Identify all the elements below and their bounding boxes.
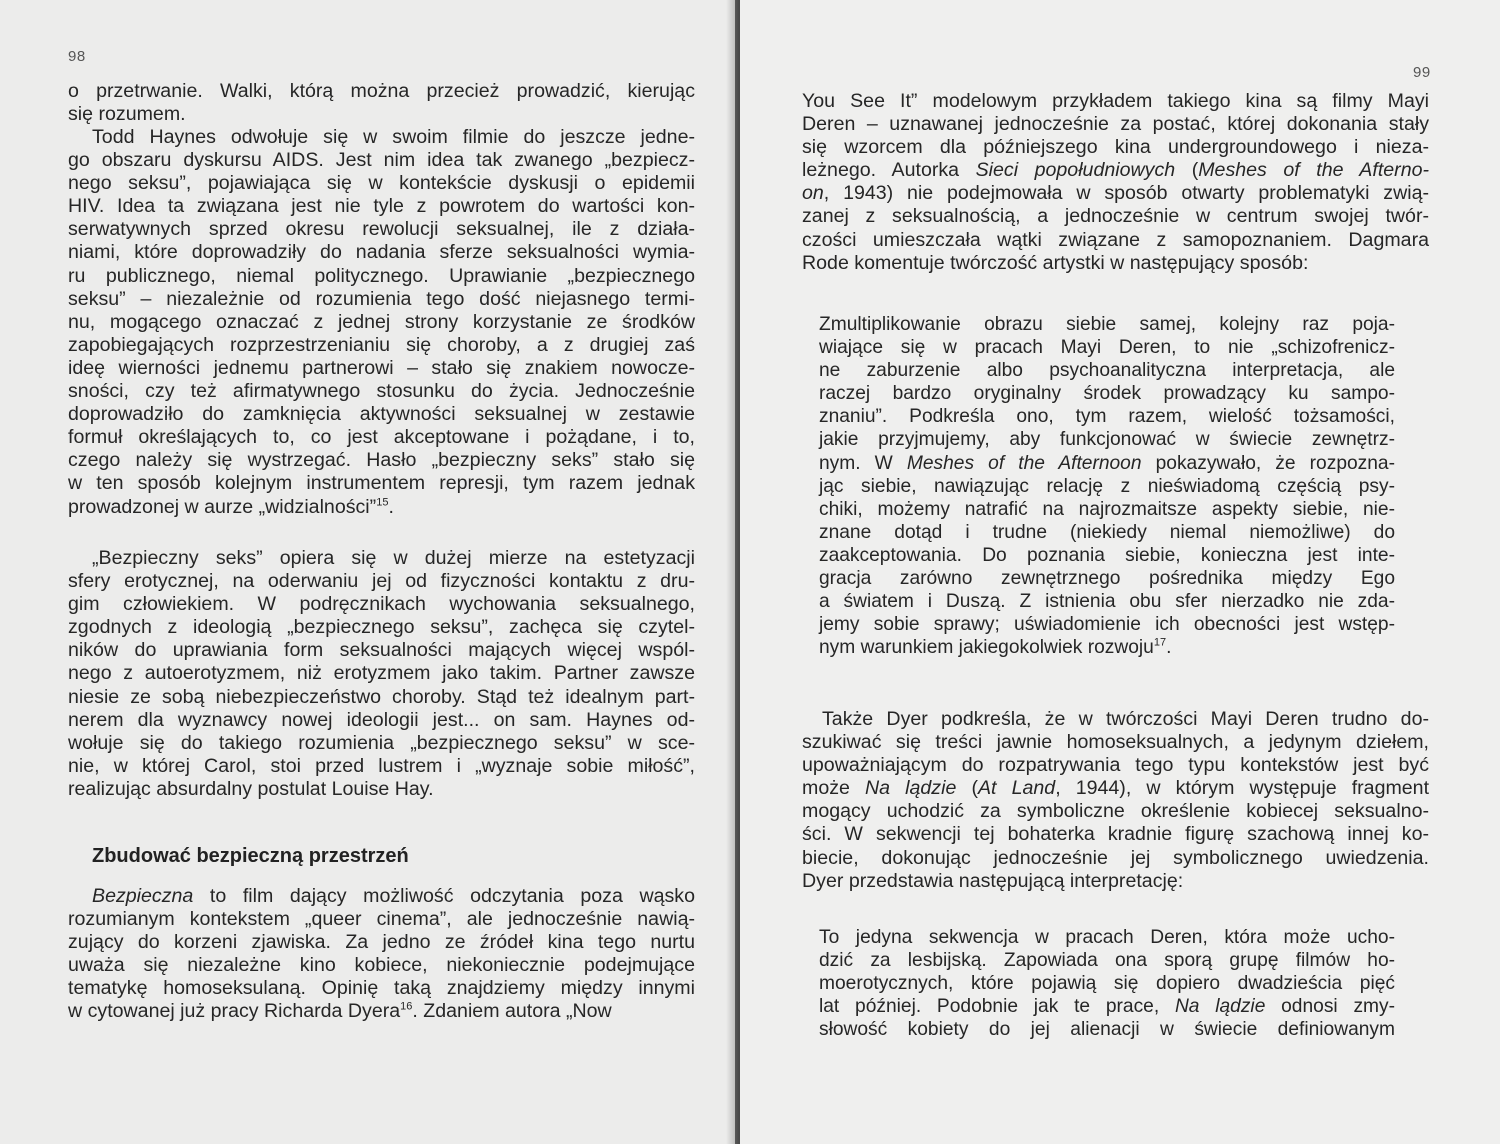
text-line: nego seksu”, pojawiająca się w kontekście dyskusji o epidemii (68, 172, 695, 195)
text-line: chiki, możemy natrafić na najrozmaitsze aspekty siebie, nie- (819, 498, 1395, 520)
paragraph (802, 708, 1429, 893)
page-number: 99 (1413, 64, 1431, 81)
text-line: Także Dyer podkreśla, że w twórczości Mayi Deren trudno do- (822, 708, 1429, 730)
text-line: nego z autoerotyzmem, niż erotyzmem jako takim. Partner zawsze (68, 662, 695, 685)
text-line: You See It” modelowym przykładem takiego kina są filmy Mayi (802, 90, 1429, 112)
text-line: Deren – uznawanej jednocześnie za postać, której dokonania stały (802, 113, 1429, 136)
text-line: zanej z seksualnością, a jednocześnie w centrum swojej twór- (802, 205, 1429, 228)
text-line: tematykę homoseksulaną. Opinię taką znajdziemy między innymi (68, 977, 695, 1000)
text-line: ru publicznego, niemal politycznego. Uprawianie „bezpiecznego (68, 264, 695, 287)
text-line: czego należy się wystrzegać. Hasło „bezpieczny seks” stało się (68, 449, 695, 472)
text-span: , 1943) nie podejmowała w sposób otwarty problematyki zwią- (823, 182, 1429, 205)
text-line: HIV. Idea ta związana jest nie tyle z powrotem do wartości kon- (68, 195, 695, 218)
text-line (819, 452, 1395, 475)
text-line: jakie przyjmujemy, aby funkcjonować w świecie zewnętrz- (819, 429, 1395, 451)
text-line: moerotycznych, które pojawią się dopiero dwadzieścia pięć (819, 973, 1395, 995)
text-line: ideę wierności jednemu partnerowi – stało się znakiem nowocze- (68, 356, 695, 379)
text-line: o przetrwanie. Walki, którą można przecież prowadzić, kierując (68, 80, 695, 102)
text-line: gim człowiekiem. W podręcznikach wychowania seksualnego, (68, 593, 695, 616)
text-span: to film dający możliwość odczytania poza wąsko (193, 885, 695, 907)
text-line: sfery erotycznej, na oderwaniu jej od fizyczności kontaktu z dru- (68, 570, 695, 593)
text-line: się rozumem. (68, 103, 186, 126)
paragraph (68, 547, 695, 801)
text-span: ( (956, 777, 978, 800)
block-quote (819, 926, 1395, 1041)
text-line: niesie ze sobą niebezpieczeństwo choroby. Stąd też idealnym part- (68, 685, 695, 708)
text-line: wiające się w pracach Mayi Deren, to nie „schizofrenicz- (819, 337, 1395, 359)
text-line: słowość kobiety do jej alienacji w świecie definiowanym (819, 1019, 1395, 1041)
film-title: Meshes of the Afterno- (1198, 159, 1430, 182)
film-title: on (802, 182, 824, 205)
text-line: rozumianym kontekstem „queer cinema”, ale jednocześnie nawią- (68, 908, 695, 931)
text-line: znaniu”. Podkreśla ono, tym razem, wielość tożsamości, (819, 406, 1395, 428)
text-line: formuł określających to, co jest akceptowane i pożądane, i to, (68, 426, 695, 449)
film-title: Meshes of the Afternoon (906, 452, 1142, 474)
right-page (740, 0, 1500, 1144)
section-heading: Zbudować bezpieczną przestrzeń (92, 845, 409, 867)
text-line: ne zaburzenie albo psychoanalityczna interpretacja, ale (819, 360, 1395, 382)
paragraph (68, 885, 695, 1024)
text-line: zujący do korzeni zjawiska. Za jedno ze źródeł kina tego nurtu (68, 931, 695, 954)
text-line: To jedyna sekwencja w pracach Deren, która może ucho- (819, 927, 1395, 948)
text-line: Zmultiplikowanie obrazu siebie samej, kolejny raz poja- (819, 314, 1395, 335)
text-line: zapobiegających rozprzestrzenianiu się choroby, a z drugiej zaś (68, 333, 695, 356)
text-line: ści. W sekwencji tej bohaterka kradnie figurę szachową innej ko- (802, 823, 1429, 846)
footnote-ref[interactable]: 17 (1153, 636, 1167, 649)
film-title: At Land (977, 777, 1056, 800)
text-line: realizując absurdalny postulat Louise Hay. (68, 777, 434, 800)
text-line: Todd Haynes odwołuje się w swoim filmie do jeszcze jedne- (92, 126, 695, 148)
footnote-ref[interactable]: 16 (400, 1000, 413, 1013)
text-span: . Zdaniem autora „Now (412, 1000, 612, 1023)
text-line: uważa się niezależne kino kobiece, niekoniecznie podejmujące (68, 954, 695, 977)
text-line: a światem i Duszą. Z istnienia obu sfer nierzadko nie zda- (819, 591, 1395, 613)
text-span: nym warunkiem jakiegokolwiek rozwoju (819, 637, 1154, 659)
text-line: w ten sposób kolejnym instrumentem represji, tym razem jednak (68, 472, 695, 495)
text-span: pokazywało, że rozpozna- (1141, 452, 1395, 474)
text-line: znane dotąd i trudne (niekiedy niemal niemożliwe) do (819, 521, 1395, 543)
text-line (68, 885, 695, 908)
text-span: ( (1175, 159, 1199, 182)
text-line: jemy sobie sprawy; uświadomienie ich obecności jest wstęp- (819, 614, 1395, 636)
text-line: zgodnych z ideologią „bezpiecznego seksu”, zachęca się czytel- (68, 616, 695, 639)
text-span: . (1166, 637, 1172, 659)
text-line: Rode komentuje twórczość artystki w następujący sposób: (802, 251, 1309, 274)
left-page (0, 0, 735, 1144)
text-line: jąc siebie, nawiązując relację z nieświadomą częścią psy- (819, 475, 1395, 497)
text-span: . (388, 495, 394, 518)
text-line (802, 182, 1429, 205)
text-line: mogący uchodzić za symboliczne określenie kobiecej seksualno- (802, 800, 1429, 823)
text-line (819, 995, 1395, 1018)
text-span: , 1944), w którym występuje fragment (1055, 777, 1430, 800)
footnote-ref[interactable]: 15 (376, 495, 389, 508)
text-line: raczej bardzo oryginalny środek prowadzący ku sampo- (819, 383, 1395, 405)
text-line: się wzorcem dla późniejszego kina undergroundowego i nieza- (802, 136, 1429, 159)
text-line: nu, mogącego oznaczać z jednej strony korzystanie ze środków (68, 310, 695, 333)
text-span: może (802, 777, 866, 800)
text-line: gracja zarówno zewnętrznego pośrednika między Ego (819, 568, 1395, 590)
text-line (802, 159, 1429, 182)
text-span: w cytowanej już pracy Richarda Dyera (68, 1000, 401, 1023)
text-line: biecie, dokonując jednocześnie jej symbolicznego uwiedzenia. (802, 846, 1429, 869)
text-line (68, 496, 695, 519)
film-title: Na lądzie (865, 777, 957, 800)
text-line: ników do uprawiania form seksualności mających więcej wspól- (68, 639, 695, 662)
film-title: Na lądzie (1174, 996, 1266, 1018)
block-quote (819, 313, 1395, 659)
text-line: nie, w której Carol, stoi przed lustrem i „wyznaje sobie miłość”, (68, 754, 695, 777)
text-line: doprowadziło do zamknięcia aktywności seksualnej w zestawie (68, 403, 695, 426)
text-line (802, 777, 1429, 800)
film-title: Bezpieczna (92, 885, 194, 907)
text-span: leżnego. Autorka (802, 159, 976, 182)
text-line: zaakceptowania. Do poznania siebie, konieczna jest inte- (819, 544, 1395, 566)
text-line: dzić za lesbijską. Zapowiada ona sporą grupę filmów ho- (819, 950, 1395, 972)
text-line: szukiwać się treści jawnie homoseksualnych, a jedynym dziełem, (802, 731, 1429, 754)
text-line: niami, które doprowadziły do nadania sferze seksualności wymia- (68, 241, 695, 264)
page-number: 98 (68, 48, 86, 65)
text-line: „Bezpieczny seks” opiera się w dużej mierze na estetyzacji (92, 547, 695, 569)
text-line: seksu” – niezależnie od rozumienia tego dość niejasnego termi- (68, 287, 695, 310)
text-span: prowadzonej w aurze „widzialności” (68, 495, 377, 518)
text-span: nym. W (819, 452, 907, 474)
paragraph (68, 126, 695, 519)
text-line: go obszaru dyskursu AIDS. Jest nim idea tak zwanego „bezpiecz- (68, 149, 695, 172)
text-line (819, 636, 1395, 659)
text-line: wołuje się do takiego rozumienia „bezpiecznego seksu” w sce- (68, 731, 695, 754)
text-line: nerem dla wyznawcy nowej ideologii jest... on sam. Haynes od- (68, 708, 695, 731)
text-line: serwatywnych sprzed okresu rewolucji seksualnej, ile z działa- (68, 218, 695, 241)
film-title: Sieci popołudniowych (975, 159, 1176, 182)
paragraph (68, 80, 695, 126)
paragraph (802, 90, 1429, 275)
text-line: upoważniającym do rozpatrywania tego typu kontekstów jest być (802, 754, 1429, 777)
text-line: czości umieszczała wątki związane z samopoznaniem. Dagmara (802, 228, 1429, 251)
text-line: sności, czy też afirmatywnego stosunku do życia. Jednocześnie (68, 380, 695, 403)
text-line: Dyer przedstawia następującą interpretację: (802, 869, 1184, 892)
text-span: odnosi zmy- (1265, 996, 1396, 1018)
text-line (68, 1000, 695, 1023)
text-span: lat później. Podobnie jak te prace, (819, 996, 1175, 1018)
